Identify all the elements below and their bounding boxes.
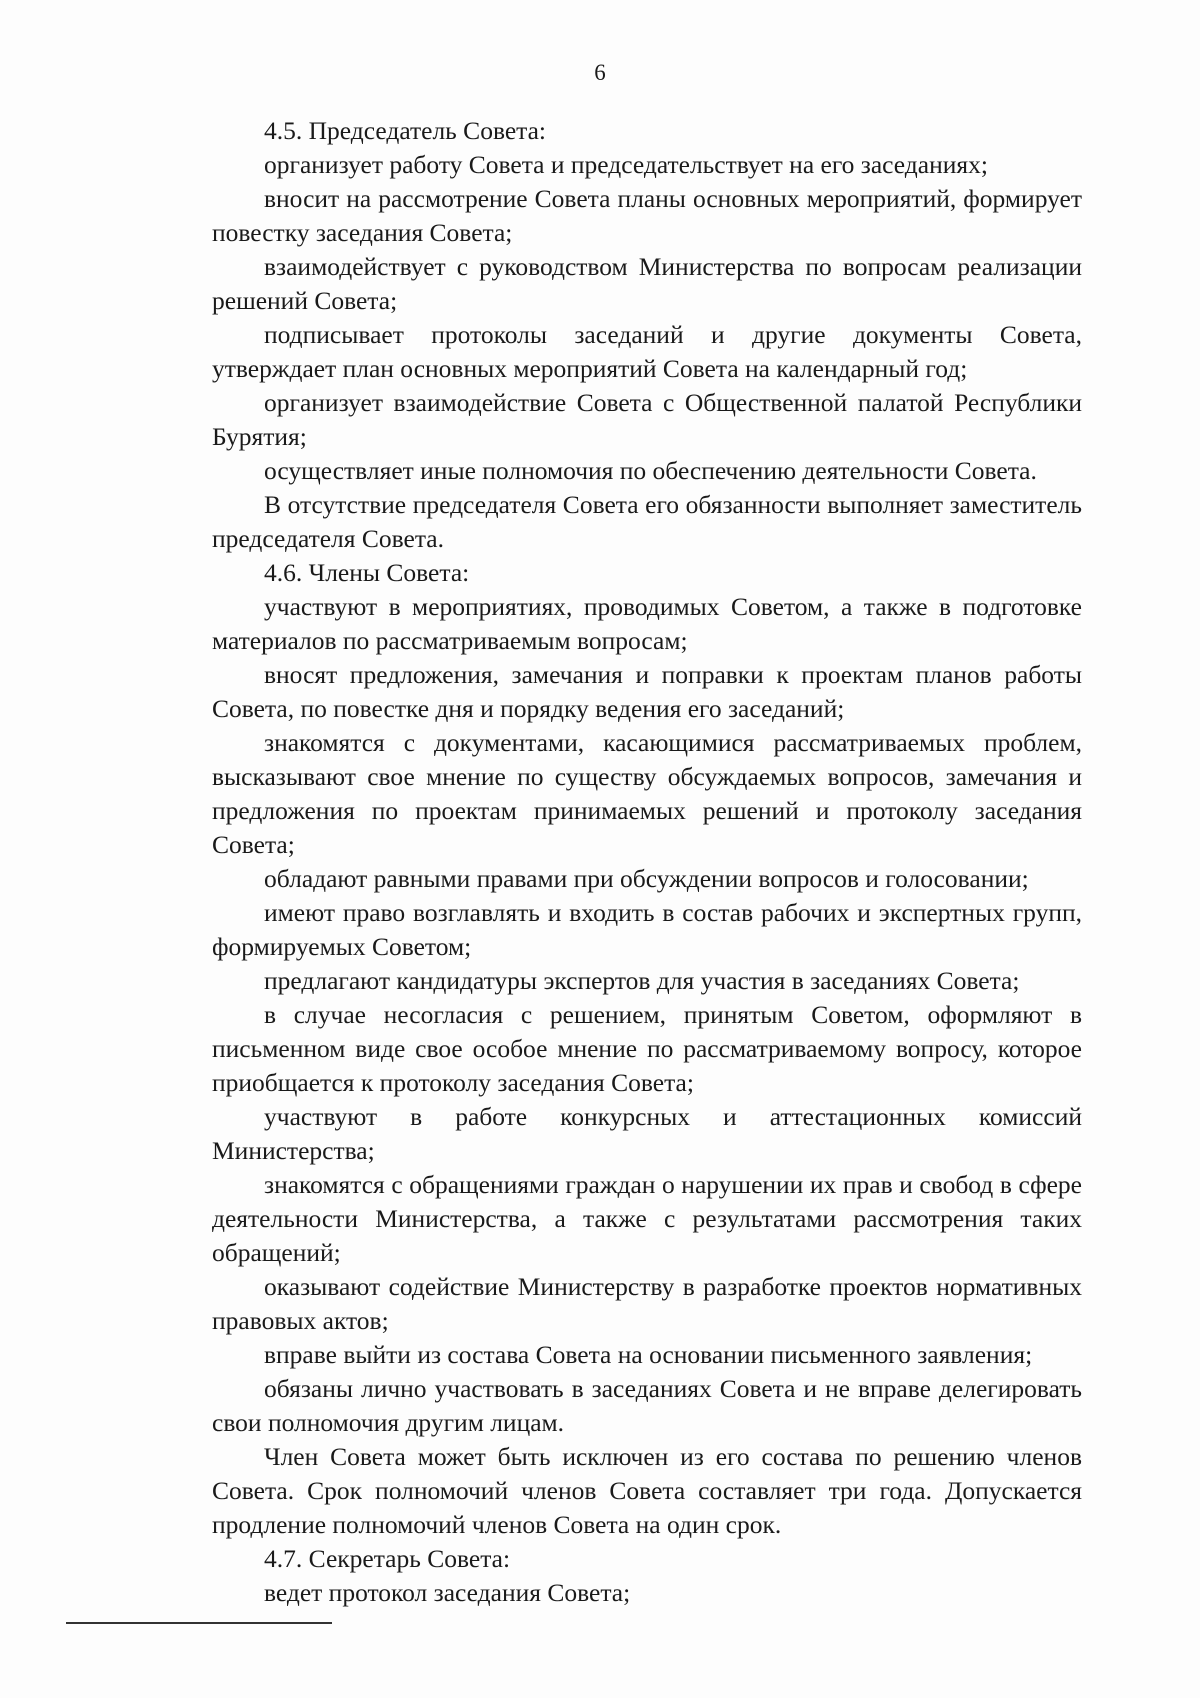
paragraph: взаимодействует с руководством Министерства по вопросам реализации решений Совета; — [212, 252, 1082, 315]
footer-rule — [66, 1622, 332, 1624]
section-heading-4-5: 4.5. Председатель Совета: — [264, 116, 547, 145]
document-body — [212, 114, 1082, 1610]
paragraph: оказывают содействие Министерству в разработке проектов нормативных правовых актов; — [212, 1272, 1082, 1335]
paragraph: вносят предложения, замечания и поправки к проектам планов работы Совета, по повестке дня и порядку ведения его заседаний; — [212, 660, 1082, 723]
paragraph: подписывает протоколы заседаний и другие документы Совета, утверждает план основных мероприятий Совета на календарный год; — [212, 320, 1082, 383]
paragraph: осуществляет иные полномочия по обеспечению деятельности Совета. — [264, 456, 1037, 485]
paragraph: вправе выйти из состава Совета на основании письменного заявления; — [264, 1340, 1033, 1369]
paragraph: Член Совета может быть исключен из его состава по решению членов Совета. Срок полномочий членов Совета составляет три года. Допускается продление полномочий членов Совета на один срок. — [212, 1442, 1082, 1539]
section-heading-4-7: 4.7. Секретарь Совета: — [264, 1544, 511, 1573]
paragraph: организует работу Совета и председательствует на его заседаниях; — [264, 150, 988, 179]
paragraph: участвуют в работе конкурсных и аттестационных комиссий Министерства; — [212, 1102, 1082, 1165]
section-heading-4-6: 4.6. Члены Совета: — [264, 558, 470, 587]
paragraph: в случае несогласия с решением, принятым Советом, оформляют в письменном виде свое особое мнение по рассматриваемому вопросу, которое приобщается к протоколу заседания Совета; — [212, 1000, 1082, 1097]
paragraph: участвуют в мероприятиях, проводимых Советом, а также в подготовке материалов по рассматриваемым вопросам; — [212, 592, 1082, 655]
paragraph: обязаны лично участвовать в заседаниях Совета и не вправе делегировать свои полномочия другим лицам. — [212, 1374, 1082, 1437]
paragraph: вносит на рассмотрение Совета планы основных мероприятий, формирует повестку заседания Совета; — [212, 184, 1082, 247]
paragraph: ведет протокол заседания Совета; — [264, 1578, 631, 1607]
page-number: 6 — [594, 60, 606, 85]
paragraph: В отсутствие председателя Совета его обязанности выполняет заместитель председателя Совета. — [212, 490, 1082, 553]
paragraph: предлагают кандидатуры экспертов для участия в заседаниях Совета; — [264, 966, 1020, 995]
paragraph: организует взаимодействие Совета с Общественной палатой Республики Бурятия; — [212, 388, 1082, 451]
paragraph: знакомятся с документами, касающимися рассматриваемых проблем, высказывают свое мнение по существу обсуждаемых вопросов, замечания и предложения по проектам принимаемых решений и протоколу заседания Совета; — [212, 728, 1082, 859]
paragraph: знакомятся с обращениями граждан о нарушении их прав и свобод в сфере деятельности Министерства, а также с результатами рассмотрения таких обращений; — [212, 1170, 1082, 1267]
paragraph: обладают равными правами при обсуждении вопросов и голосовании; — [264, 864, 1029, 893]
paragraph: имеют право возглавлять и входить в состав рабочих и экспертных групп, формируемых Советом; — [212, 898, 1082, 961]
